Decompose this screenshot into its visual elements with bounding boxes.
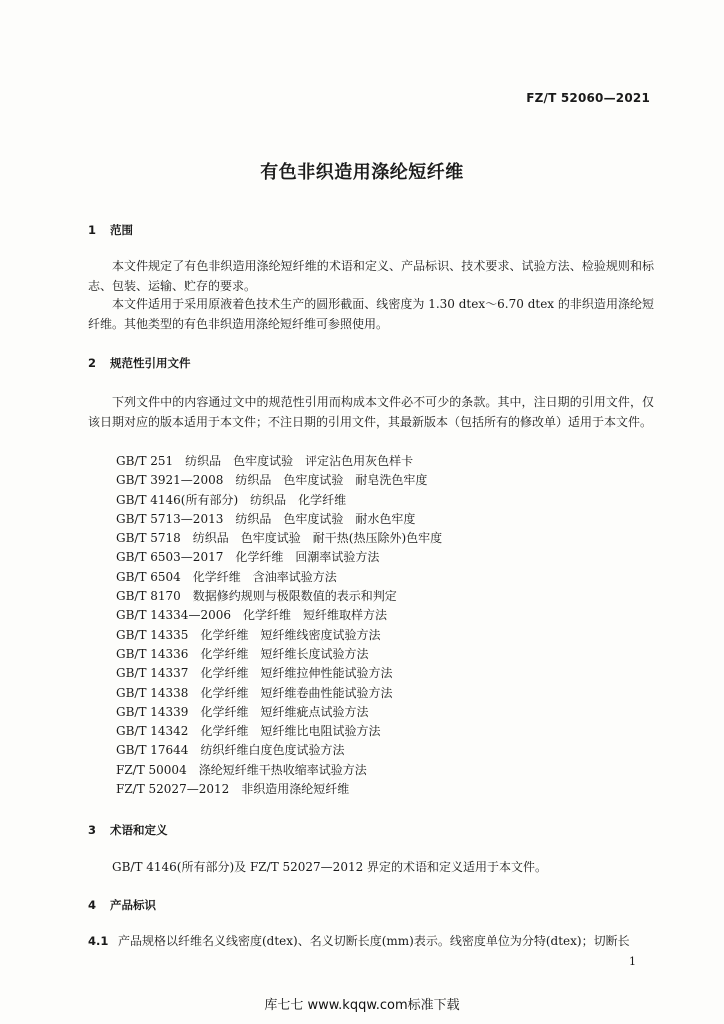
section-3-heading	[88, 822, 168, 838]
reference-item: GB/T 14334—2006 化学纤维 短纤维取样方法	[116, 608, 387, 623]
clause-text: 产品规格以纤维名义线密度(dtex)、名义切断长度(mm)表示。线密度单位为分特(dtex)；切断长	[118, 934, 630, 948]
reference-item: GB/T 5713—2013 纺织品 色牢度试验 耐水色牢度	[116, 511, 416, 526]
section-number: 4	[88, 898, 97, 912]
reference-item: GB/T 5718 纺织品 色牢度试验 耐干热(热压除外)色牢度	[116, 531, 443, 546]
section-1-paragraph-1: 本文件规定了有色非织造用涤纶短纤维的术语和定义、产品标识、技术要求、试验方法、检验规则和标志、包装、运输、贮存的要求。	[88, 259, 654, 293]
reference-item: FZ/T 52027—2012 非织造用涤纶短纤维	[116, 782, 350, 797]
reference-item: GB/T 14342 化学纤维 短纤维比电阻试验方法	[116, 724, 381, 739]
document-title: 有色非织造用涤纶短纤维	[260, 162, 464, 183]
section-1-heading	[88, 222, 133, 238]
section-title: 范围	[110, 223, 133, 237]
reference-item: GB/T 14338 化学纤维 短纤维卷曲性能试验方法	[116, 685, 393, 700]
reference-item: GB/T 17644 纺织纤维白度色度试验方法	[116, 743, 345, 758]
section-number: 2	[88, 356, 97, 370]
reference-item: FZ/T 50004 涤纶短纤维干热收缩率试验方法	[116, 762, 367, 777]
section-title: 规范性引用文件	[110, 356, 191, 370]
reference-item: GB/T 14336 化学纤维 短纤维长度试验方法	[116, 646, 369, 661]
download-watermark-footer: 库七七 www.kqqw.com标准下载	[264, 998, 460, 1013]
section-3-paragraph-1: GB/T 4146(所有部分)及 FZ/T 52027—2012 界定的术语和定义适用于本文件。	[112, 860, 548, 874]
reference-item: GB/T 6503—2017 化学纤维 回潮率试验方法	[116, 550, 380, 565]
reference-item: GB/T 8170 数据修约规则与极限数值的表示和判定	[116, 589, 397, 604]
reference-item: GB/T 4146(所有部分) 纺织品 化学纤维	[116, 492, 347, 507]
standard-number: FZ/T 52060—2021	[526, 91, 650, 105]
reference-item: GB/T 251 纺织品 色牢度试验 评定沾色用灰色样卡	[116, 454, 414, 468]
section-title: 术语和定义	[110, 823, 168, 837]
reference-item: GB/T 3921—2008 纺织品 色牢度试验 耐皂洗色牢度	[116, 473, 428, 488]
reference-item: GB/T 14339 化学纤维 短纤维疵点试验方法	[116, 704, 369, 719]
reference-item: GB/T 14335 化学纤维 短纤维线密度试验方法	[116, 627, 381, 642]
section-4-heading	[88, 897, 156, 913]
section-2-heading	[88, 355, 191, 371]
reference-item: GB/T 6504 化学纤维 含油率试验方法	[116, 569, 337, 584]
section-number: 1	[88, 223, 97, 237]
section-2-paragraph-1: 下列文件中的内容通过文中的规范性引用而构成本文件必不可少的条款。其中，注日期的引用文件，仅该日期对应的版本适用于本文件；不注日期的引用文件，其最新版本（包括所有的修改单）适用于本文件。	[88, 395, 654, 429]
clause-number: 4.1	[88, 934, 109, 948]
section-number: 3	[88, 823, 97, 837]
page-number: 1	[629, 955, 636, 968]
section-1-paragraph-2: 本文件适用于采用原液着色技术生产的圆形截面、线密度为 1.30 dtex～6.70 dtex 的非织造用涤纶短纤维。其他类型的有色非织造用涤纶短纤维可参照使用。	[88, 297, 654, 331]
section-title: 产品标识	[110, 898, 156, 912]
normative-references-list	[116, 452, 656, 799]
reference-item: GB/T 14337 化学纤维 短纤维拉伸性能试验方法	[116, 666, 393, 681]
clause-4-1	[88, 932, 654, 951]
